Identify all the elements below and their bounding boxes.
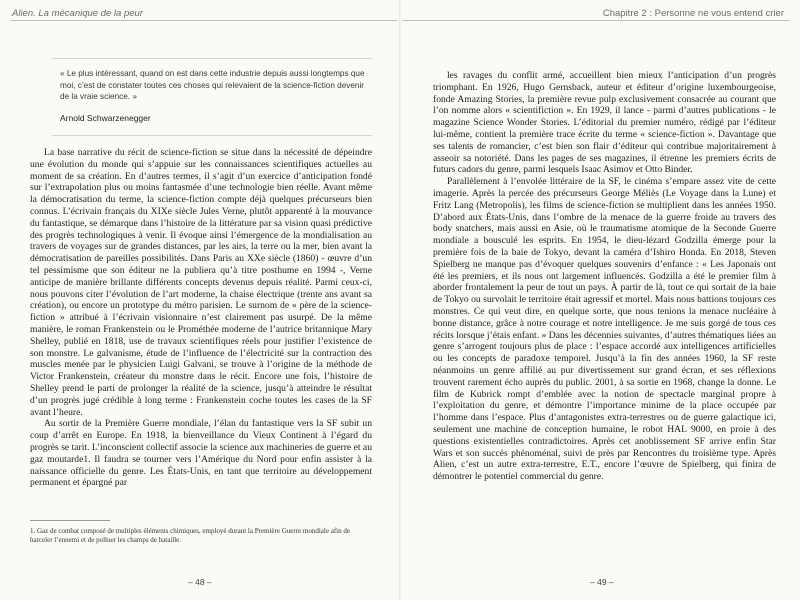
footnote: 1. Gaz de combat composé de multiples éléments chimiques, employé durant la Première Guerre mondiale afin de harceler l’ennemi et de polluer les champs de bataille. bbox=[30, 527, 350, 544]
page-number-right: – 49 – bbox=[590, 577, 614, 587]
header-rule-left bbox=[10, 20, 398, 21]
header-rule-right bbox=[402, 20, 790, 21]
running-header-right: Chapitre 2 : Personne ne vous entend crier bbox=[602, 8, 784, 19]
book-gutter bbox=[399, 0, 401, 600]
running-header-left: Alien. La mécanique de la peur bbox=[12, 8, 143, 19]
paragraph: Parallèlement à l’envolée littéraire de la SF, le cinéma s’empare assez vite de cette imagerie. Après la percée des précurseurs George Méliès (Le Voyage dans la Lune) et Fritz Lang (Metropolis), les films de science-fiction se multiplient dans les années 1950. D’abord aux États-Unis, dans l’ombre de la menace de la guerre froide au travers des body snatchers, mais aussi en Asie, où le traumatisme atomique de la Seconde Guerre mondiale a bousculé les esprits. En 1954, le dieu-lézard Godzilla émerge pour la première fois de la baie de Tokyo, devant la caméra d’Ishiro Honda. En 2018, Steven Spielberg ne manque pas d’évoquer quelques souvenirs d’enfance : « Les Japonais ont été les premiers, et ils nous ont largement influencés. Godzilla a été le premier film à aborder frontalement la peur de tout un pays. À partir de là, tout ce qui sortait de la baie de Tokyo ou survolait le territoire était agressif et mortel. Mais nous battions toujours ces monstres. Ce qui veut dire, en quelque sorte, que nous tenions la menace nucléaire à bonne distance, grâce à notre courage et notre intelligence. Je me suis gorgé de tous ces récits lorsque j’étais enfant. » Dans les décennies suivantes, d’autres thématiques liées au genre s’arrogent toujours plus de place : l’espace accordé aux intelligences artificielles ou les concepts de paradoxe temporel. Jusqu’à la fin des années 1960, la SF reste néanmoins un genre affilié au pur divertissement sur grand écran, et ses réflexions trouvent rarement écho auprès du public. 2001, à sa sortie en 1968, change la donne. Le film de Kubrick rompt d’emblée avec la notion de spectacle marginal propre à l’exploitation du genre, et démontre l’importance minime de la place occupée par l’homme dans l’espace. Plus d’antagonistes extra-terrestres ou de guerre galactique ici, seulement une machine de conception humaine, le robot HAL 9000, en proie à des questions existentielles contradictoires. Après cet anoblissement SF arrive enfin Star Wars et son succès phénoménal, suivi de près par Rencontres du troisième type. Après Alien, c’est un autre extra-terrestre, E.T., encore l’œuvre de Spielberg, qui finira de démontrer le potentiel commercial du genre. bbox=[433, 176, 776, 483]
paragraph: La base narrative du récit de science-fiction se situe dans la nécessité de dépeindre une évolution du monde qui s’appuie sur les connaissances scientifiques actuelles au moment de sa création. En d’autres termes, il s’agit d’un exercice d’anticipation fondé sur l’extrapolation plus ou moins fantasmée d’une technologie bien réelle. Avant même la démocratisation du terme, la science-fiction compte déjà quelques précurseurs bien connus. L’écrivain français du XIXe siècle Jules Verne, plutôt apparenté à la mouvance du fantastique, se démarque dans l’histoire de la littérature par sa vision quasi prédictive des progrès technologiques à venir. Il évoque ainsi l’émergence de la mondialisation au travers de voyages sur de grandes distances, par les airs, la terre ou la mer, bien avant la démocratisation de pareilles possibilités. Dans Paris au XXe siècle (1860) - œuvre d’un tel pessimisme que son éditeur ne la publiera qu’à titre posthume en 1994 -, Verne anticipe de manière brillante différents concepts devenus depuis réalité. Parmi ceux-ci, nous pouvons citer l’évolution de l’art moderne, la chaise électrique (trente ans avant sa création), ou encore un prototype du métro parisien. Le surnom de « père de la science-fiction » attribué à l’écrivain visionnaire n’est clairement pas usurpé. De la même manière, le roman Frankenstein ou le Prométhée moderne de l’autrice britannique Mary Shelley, publié en 1818, use de travaux scientifiques réels pour justifier l’existence de son monstre. Le galvanisme, étude de l’influence de l’électricité sur la contraction des muscles menée par le physicien Luigi Galvani, se trouve à l’origine de la méthode de Victor Frankenstein, créateur du monstre dans le récit. Encore une fois, l’histoire de Shelley prend le parti de prolonger la réalité de la science, jusqu’à atteindre le résultat d’un progrès jugé crédible à long terme : Frankenstein coche toutes les cases de la SF avant l’heure. bbox=[30, 147, 372, 418]
left-page-body bbox=[30, 147, 372, 489]
epigraph-author: Arnold Schwarzenegger bbox=[60, 113, 151, 123]
page-number-left: – 48 – bbox=[188, 577, 212, 587]
footnote-separator bbox=[30, 520, 110, 521]
epigraph-quote: « Le plus intéressant, quand on est dans cette industrie depuis aussi longtemps que moi, c’est de constater toutes ces choses qui relevaient de la science-fiction devenir de la vraie science. » bbox=[60, 69, 365, 102]
paragraph: Au sortir de la Première Guerre mondiale, l’élan du fantastique vers la SF subit un coup d’arrêt en Europe. En 1918, la bienveillance du Vieux Continent à l’égard du progrès se tarit. L’inconscient collectif associe la science aux machineries de guerre et au gaz moutarde1. Il faudra se tourner vers l’Amérique du Nord pour enfin assister à la naissance officielle du genre. Les États-Unis, en tant que territoire au développement permanent et épargné par bbox=[30, 418, 372, 489]
right-page-body bbox=[433, 70, 776, 483]
paragraph: les ravages du conflit armé, accueillent bien mieux l’anticipation d’un progrès triomphant. En 1926, Hugo Gernsback, auteur et éditeur d’origine luxembourgeoise, fonde Amazing Stories, la première revue pulp exclusivement consacrée au courant que l’on nomme alors « scientifiction ». En 1929, il lance - parmi d’autres publications - le magazine Science Wonder Stories. L’éditorial du premier numéro, rédigé par l’éditeur lui-même, contient la première trace écrite du terme « science-fiction ». Davantage que ses talents de romancier, c’est bien son flair d’éditeur qui contribue majoritairement à asseoir sa notoriété. Dans les pages de ses magazines, il étrenne les premiers écrits de futurs cadors du genre, parmi lesquels Isaac Asimov et Otto Binder. bbox=[433, 70, 776, 176]
